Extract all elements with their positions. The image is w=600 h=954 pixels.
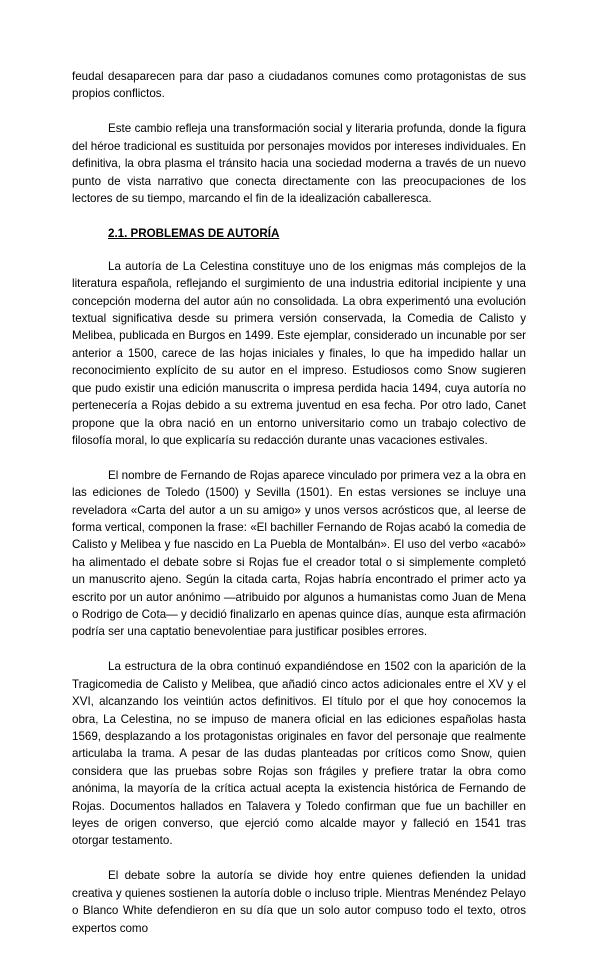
paragraph: La autoría de La Celestina constituye uno de los enigmas más complejos de la literatura española, reflejando el surgimiento de una industria editorial incipiente y una concepción moderna del autor aún no consolidada. La obra experimentó una evolución textual significativa desde su primera versión conservada, la Comedia de Calisto y Melibea, publicada en Burgos en 1499. Este ejemplar, considerado un incunable por ser anterior a 1500, carece de las hojas iniciales y finales, lo que ha impedido hallar un reconocimiento explícito de su autor en el impreso. Estudiosos como Snow sugieren que pudo existir una edición manuscrita o impresa perdida hacia 1494, cuya autoría no pertenecería a Rojas debido a su extrema juventud en esa fecha. Por otro lado, Canet propone que la obra nació en un entorno universitario como un trabajo colectivo de filosofía moral, lo que explicaría su redacción durante unas vacaciones estivales. (72, 259, 526, 447)
paragraph: Este cambio refleja una transformación social y literaria profunda, donde la figura del héroe tradicional es sustituida por personajes movidos por intereses individuales. En definitiva, la obra plasma el tránsito hacia una sociedad moderna a través de un nuevo punto de vista narrativo que conecta directamente con las preocupaciones de los lectores de su tiempo, marcando el fin de la idealización caballeresca. (72, 122, 526, 205)
document-page (72, 68, 526, 954)
paragraph: La estructura de la obra continuó expandiéndose en 1502 con la aparición de la Tragicomedia de Calisto y Melibea, que añadió cinco actos adicionales entre el XV y el XVI, alcanzando los veintiún actos definitivos. El título por el que hoy conocemos la obra, La Celestina, no se impuso de manera oficial en las ediciones españolas hasta 1569, desplazando a los protagonistas originales en favor del personaje que realmente articulaba la trama. A pesar de las dudas planteadas por críticos como Snow, quien considera que las pruebas sobre Rojas son frágiles y prefiere tratar la obra como anónima, la mayoría de la crítica actual acepta la existencia histórica de Fernando de Rojas. Documentos hallados en Talavera y Toledo confirman que fue un bachiller en leyes de origen converso, que ejerció como alcalde mayor y falleció en 1541 tras otorgar testamento. (72, 660, 526, 848)
section-heading: 2.1. PROBLEMAS DE AUTORÍA (108, 226, 280, 240)
paragraph: El nombre de Fernando de Rojas aparece vinculado por primera vez a la obra en las ediciones de Toledo (1500) y Sevilla (1501). En estas versiones se incluye una reveladora «Carta del autor a un su amigo» y unos versos acrósticos que, al leerse de forma vertical, componen la frase: «El bachiller Fernando de Rojas acabó la comedia de Calisto y Melibea y fue nascido en La Puebla de Montalbán». El uso del verbo «acabó» ha alimentado el debate sobre si Rojas fue el creador total o si simplemente completó un manuscrito ajeno. Según la citada carta, Rojas habría encontrado el primer acto ya escrito por un autor anónimo —atribuido por algunos a humanistas como Juan de Mena o Rodrigo de Cota— y decidió finalizarlo en apenas quince días, aunque esta afirmación podría ser una captatio benevolentiae para justificar posibles errores. (72, 468, 526, 639)
paragraph: El debate sobre la autoría se divide hoy entre quienes defienden la unidad creativa y quienes sostienen la autoría doble o incluso triple. Mientras Menéndez Pelayo o Blanco White defendieron en su día que un solo autor compuso todo el texto, otros expertos como (72, 869, 526, 935)
paragraph-continuation: feudal desaparecen para dar paso a ciudadanos comunes como protagonistas de sus propios conflictos. (72, 70, 526, 101)
